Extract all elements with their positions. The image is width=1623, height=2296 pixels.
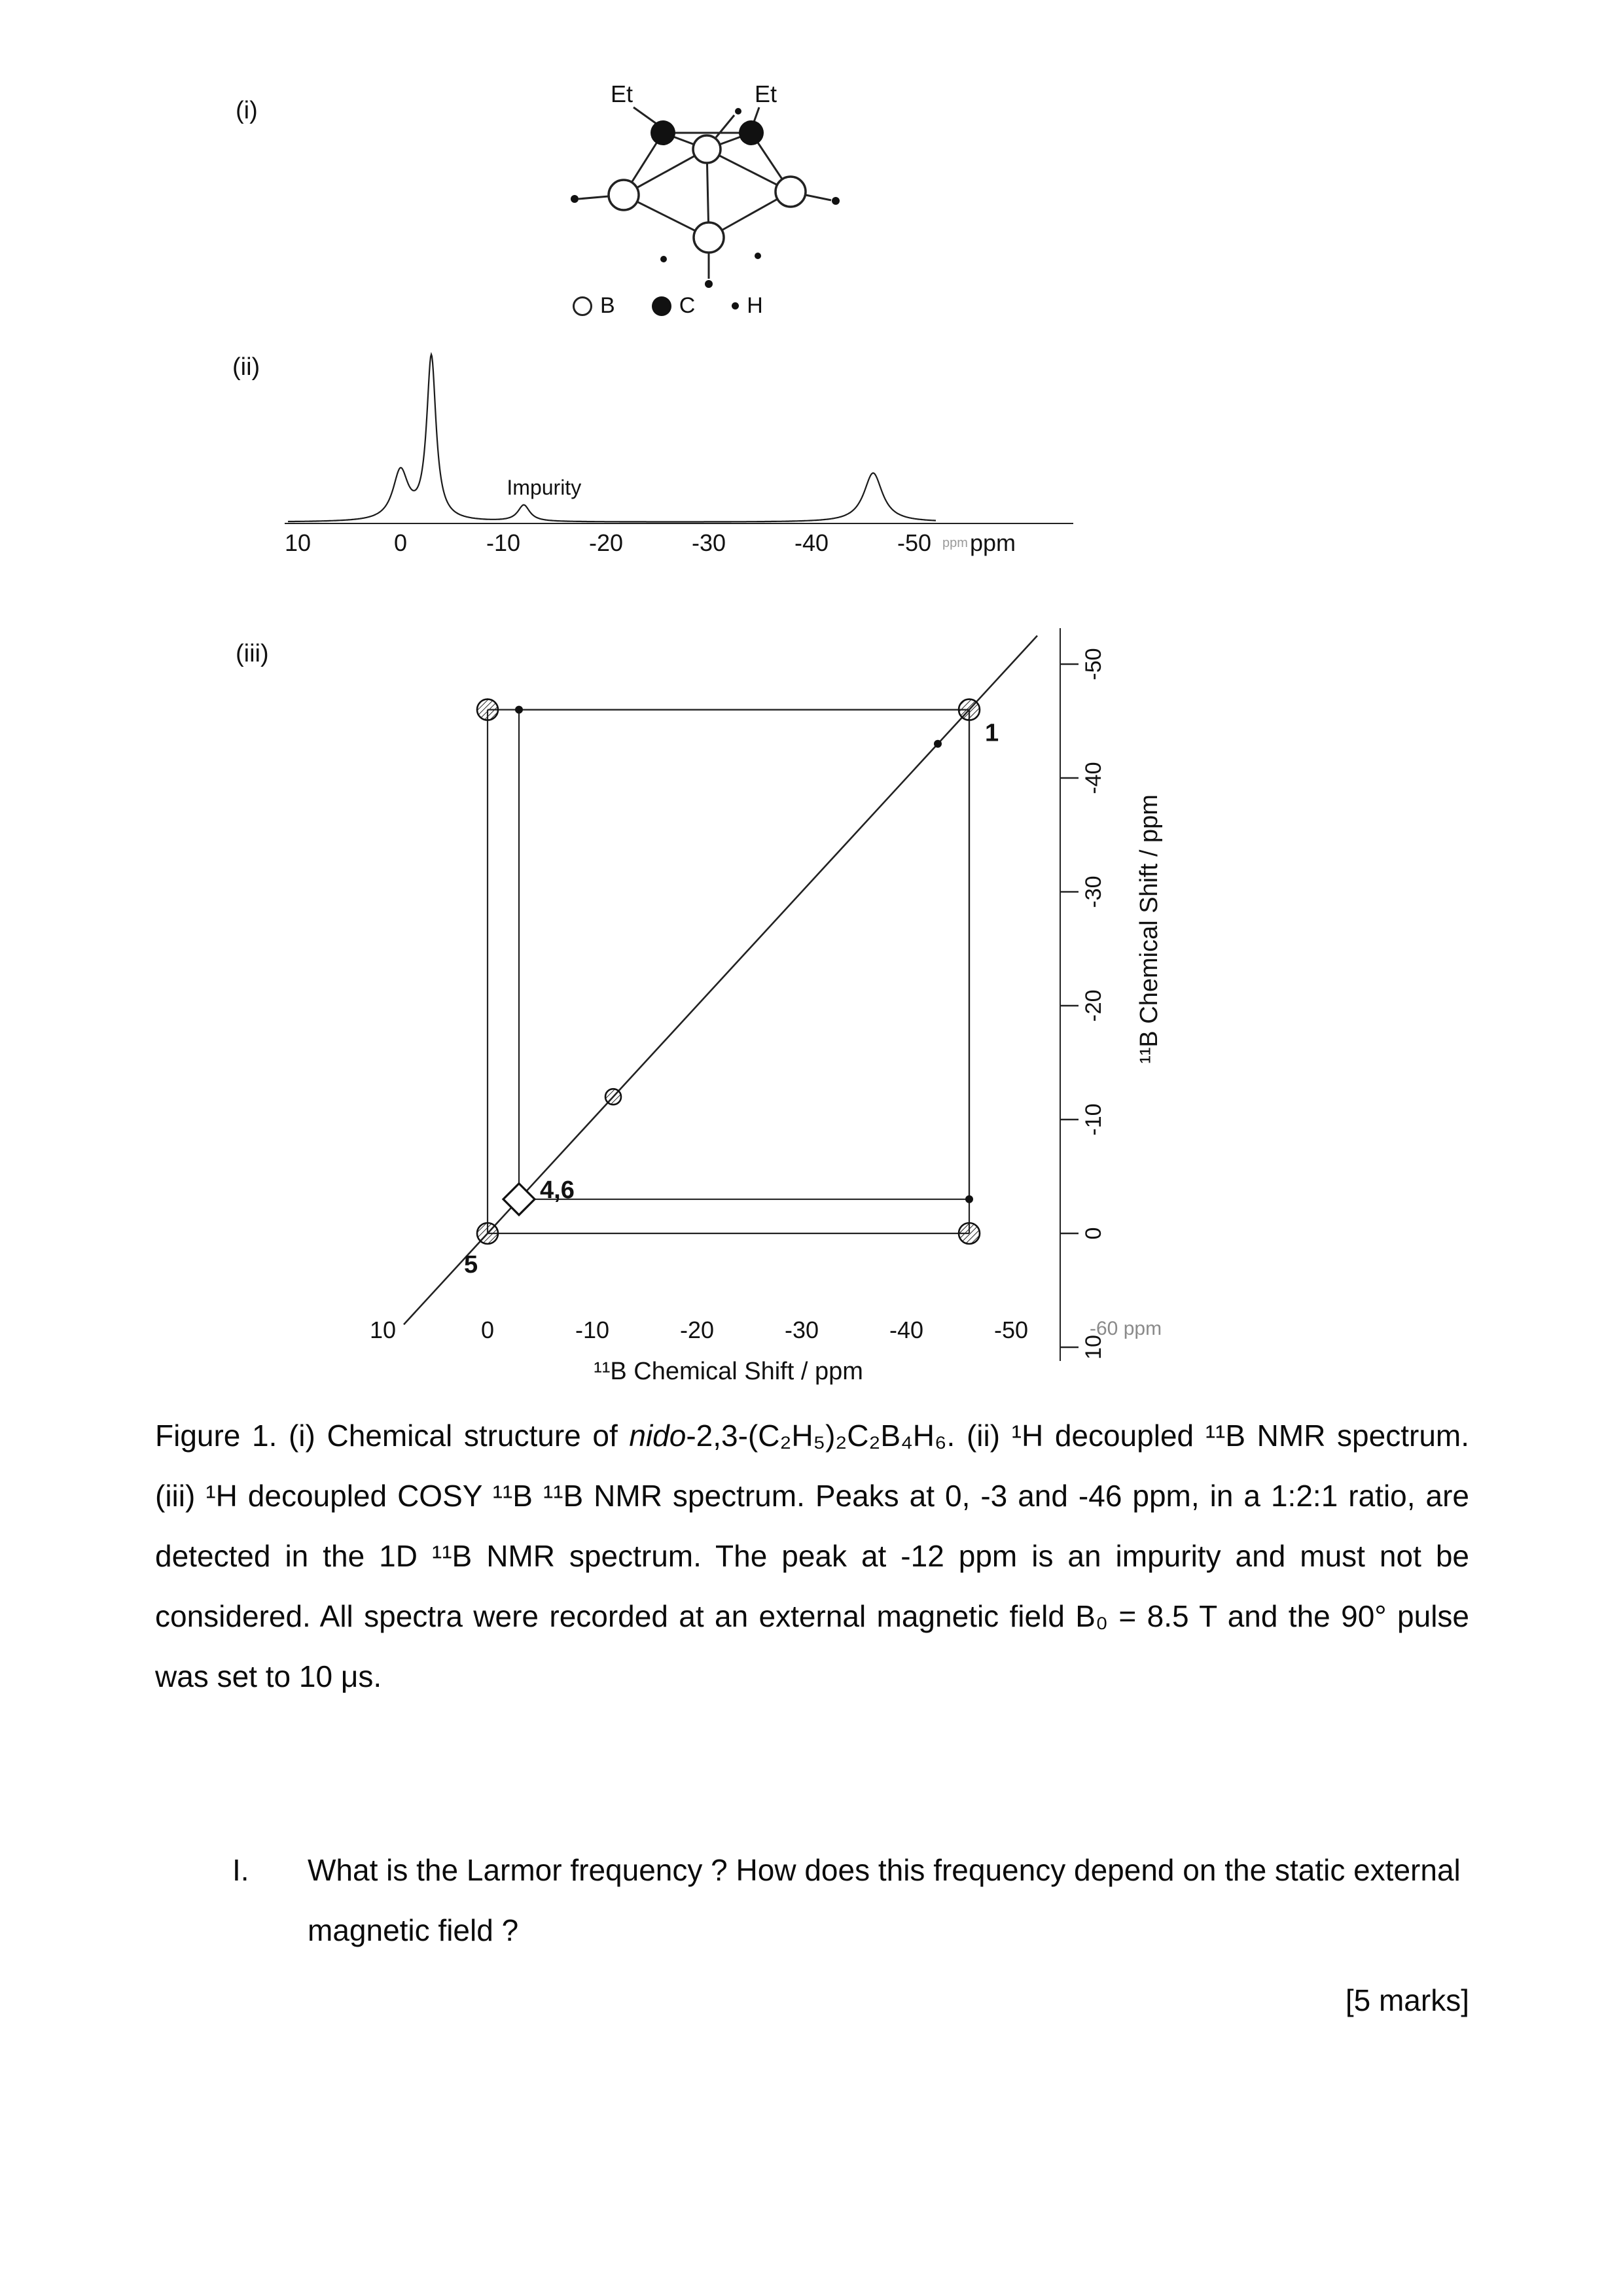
x-tick-label: -50	[897, 529, 932, 556]
boron-symbol-icon	[573, 296, 592, 316]
x-tick-label: -30	[784, 1316, 819, 1343]
legend-item-boron	[573, 293, 615, 319]
hydrogen-atom	[755, 253, 761, 259]
hatched-peak-marker	[959, 699, 980, 720]
y-axis-title: ¹¹B Chemical Shift / ppm	[1135, 794, 1163, 1064]
caption-italic-segment: nido	[629, 1419, 687, 1453]
caption-segment: Figure 1. (i) Chemical structure of	[155, 1419, 630, 1453]
hydrogen-atom	[832, 197, 840, 205]
dot-peak-marker	[515, 706, 523, 714]
x-axis-end-label: -60 ppm	[1090, 1318, 1162, 1339]
x-tick-label: -10	[486, 529, 521, 556]
y-tick-label: -30	[1081, 875, 1106, 908]
x-tick-label: 10	[284, 529, 312, 556]
panel-label-i: (i)	[236, 97, 258, 124]
boron-atom	[776, 177, 806, 207]
legend-label: H	[747, 293, 763, 318]
hatched-peak-marker	[959, 1223, 980, 1244]
x-tick-label: -20	[588, 529, 624, 556]
question-number: I.	[232, 1853, 249, 1887]
hatched-peak-marker	[605, 1089, 621, 1104]
peak-label: 4,6	[540, 1176, 575, 1204]
hydrogen-atom	[705, 280, 713, 288]
carbon-symbol-icon	[652, 296, 671, 316]
x-tick-label: -30	[691, 529, 726, 556]
panel-label-ii: (ii)	[232, 353, 260, 381]
x-axis-title: ¹¹B Chemical Shift / ppm	[594, 1358, 863, 1385]
diagonal-line	[404, 636, 1037, 1325]
peak-label: 5	[464, 1251, 478, 1279]
axis-unit-label: ppm	[970, 529, 1016, 556]
ethyl-substituent-label: Et	[610, 80, 633, 107]
hydrogen-atom	[660, 256, 667, 262]
legend-label: B	[600, 293, 615, 318]
x-tick-label: -20	[679, 1316, 715, 1343]
x-tick-label: 0	[393, 529, 408, 556]
caption-segment: -2,3-(C₂H₅)₂C₂B₄H₆. (ii) ¹H decoupled ¹¹B NMR spectrum. (iii) ¹H decoupled COSY ¹¹B ¹¹B NMR spectrum. Peaks at 0, -3 and -46 ppm, in a 1:2:1 ratio, are detected in the 1D ¹¹B NMR spectrum. The peak at -12 ppm is an impurity and must not be considered. All spectra were recorded at an external magnetic field B₀ = 8.5 T and the 90° pulse was set to 10 μs.	[155, 1419, 1469, 1693]
x-tick-label: -10	[575, 1316, 610, 1343]
peak-label: 1	[985, 719, 999, 747]
marks-label: [5 marks]	[1345, 1983, 1469, 2017]
molecule-structure-figure	[535, 71, 863, 309]
legend-item-carbon	[652, 293, 696, 319]
boron-atom	[609, 180, 639, 210]
atom-legend	[573, 293, 763, 319]
x-tick-label: 10	[369, 1316, 397, 1343]
question-text: What is the Larmor frequency ? How does this frequency depend on the static external magnetic field ?	[308, 1853, 1461, 1947]
legend-item-hydrogen	[732, 293, 763, 319]
hatched-peak-marker	[477, 699, 498, 720]
ethyl-substituent-label: Et	[754, 80, 777, 107]
carbon-atom	[651, 120, 675, 145]
spectrum-trace	[288, 355, 936, 522]
x-tick-label: -50	[993, 1316, 1029, 1343]
y-tick-label: -40	[1081, 762, 1106, 794]
legend-label: C	[679, 293, 696, 318]
axis-unit-faint: ppm	[942, 536, 968, 550]
dot-peak-marker	[934, 740, 942, 748]
hydrogen-symbol-icon	[732, 302, 739, 309]
y-tick-label: 0	[1081, 1227, 1106, 1240]
y-tick-label: -50	[1081, 648, 1106, 680]
dot-peak-marker	[965, 1195, 973, 1203]
figure-caption	[155, 1405, 1469, 1706]
boron-atom	[693, 135, 721, 163]
x-tick-label: -40	[794, 529, 829, 556]
x-tick-label: -40	[889, 1316, 924, 1343]
boron-atom	[694, 222, 724, 253]
hydrogen-atom	[571, 195, 579, 203]
y-tick-label: 10	[1081, 1335, 1106, 1360]
hydrogen-atom	[735, 108, 741, 115]
y-tick-label: -20	[1081, 989, 1106, 1022]
carbon-atom	[739, 120, 764, 145]
x-tick-label: 0	[480, 1316, 495, 1343]
impurity-annotation: Impurity	[507, 476, 582, 499]
cosy-2d-spectrum	[294, 615, 1211, 1400]
panel-label-iii: (iii)	[236, 640, 269, 667]
hatched-peak-marker	[477, 1223, 498, 1244]
nmr-1d-spectrum	[275, 347, 1126, 573]
y-tick-label: -10	[1081, 1103, 1106, 1136]
question-item	[232, 1840, 1469, 1960]
